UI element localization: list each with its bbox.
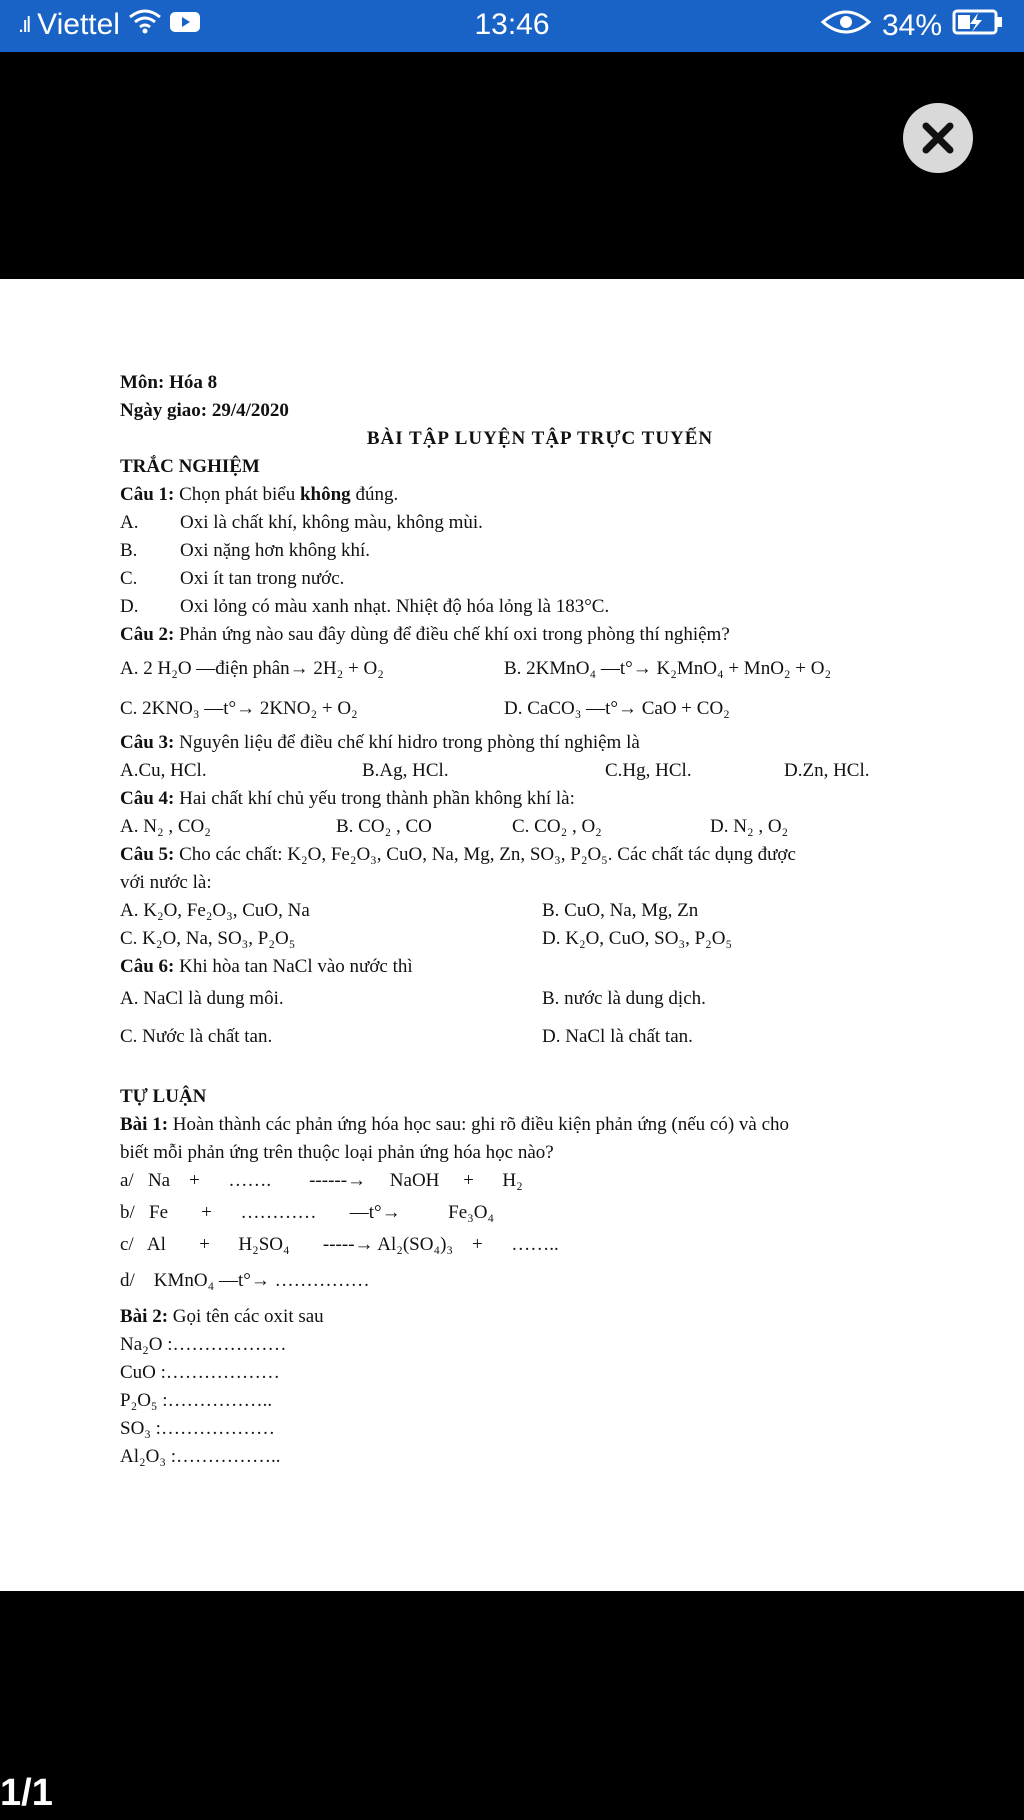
q1-option-c: C. Oxi ít tan trong nước. xyxy=(120,568,345,589)
q6-options-cd: C. Nước là chất tan. D. NaCl là chất tan. xyxy=(120,1026,693,1047)
clock: 13:46 xyxy=(474,8,550,41)
document-title: BÀI TẬP LUYỆN TẬP TRỰC TUYẾN xyxy=(366,428,714,449)
question-4: Câu 4: Hai chất khí chủ yếu trong thành phần không khí là: xyxy=(120,788,575,809)
question-5: Câu 5: Cho các chất: K₂O, Fe₂O₃, CuO, Na, Mg, Zn, SO₃, P₂O₅. Các chất tác dụng được xyxy=(120,844,796,865)
q1-option-a: A. Oxi là chất khí, không màu, không mùi. xyxy=(120,512,483,533)
section-essay: TỰ LUẬN xyxy=(120,1086,207,1107)
close-icon xyxy=(921,121,955,155)
page-counter: 1/1 xyxy=(0,1772,53,1814)
question-2: Câu 2: Phản ứng nào sau đây dùng để điều chế khí oxi trong phòng thí nghiệm? xyxy=(120,624,730,645)
question-1: Câu 1: Chọn phát biểu không đúng. xyxy=(120,484,399,505)
status-bar xyxy=(0,0,1024,52)
oxide-so3: SO₃ :……………… xyxy=(120,1418,275,1439)
carrier-name: Viettel xyxy=(37,8,120,41)
battery-percent: 34% xyxy=(881,9,942,42)
battery-charging-icon xyxy=(952,8,1004,44)
reaction-a: a/ Na + ……. ------→ NaOH + H₂ xyxy=(120,1170,523,1191)
oxide-al2o3: Al₂O₃ :…………….. xyxy=(120,1446,281,1467)
section-multiple-choice: TRẮC NGHIỆM xyxy=(120,456,260,477)
q1-option-d: D. Oxi lỏng có màu xanh nhạt. Nhiệt độ hóa lỏng là 183°C. xyxy=(120,596,610,617)
document-page xyxy=(0,279,1024,1591)
reaction-d: d/ KMnO₄ —t°→ …………… xyxy=(120,1270,370,1291)
oxide-na2o: Na₂O :……………… xyxy=(120,1334,287,1355)
q6-options-ab: A. NaCl là dung môi. B. nước là dung dịch. xyxy=(120,988,706,1009)
q5-options-ab: A. K₂O, Fe₂O₃, CuO, Na B. CuO, Na, Mg, Zn xyxy=(120,900,699,921)
question-5-cont: với nước là: xyxy=(120,872,212,893)
reaction-b: b/ Fe + ………… —t°→ Fe₃O₄ xyxy=(120,1202,495,1223)
oxide-p2o5: P₂O₅ :…………….. xyxy=(120,1390,273,1411)
date-line: Ngày giao: 29/4/2020 xyxy=(120,400,289,421)
q2-options-cd: C. 2KNO₃ —t°→ 2KNO₂ + O₂ D. CaCO₃ —t°→ CaO + CO₂ xyxy=(120,698,730,719)
q2-options-ab: A. 2 H₂O —điện phân→ 2H₂ + O₂ B. 2KMnO₄ —t°→ K₂MnO₄ + MnO₂ + O₂ xyxy=(120,658,832,679)
exercise-1: Bài 1: Hoàn thành các phản ứng hóa học sau: ghi rõ điều kiện phản ứng (nếu có) và cho xyxy=(120,1114,790,1135)
exercise-2: Bài 2: Gọi tên các oxit sau xyxy=(120,1306,324,1327)
signal-icon: .ıl xyxy=(18,12,30,37)
spacer xyxy=(120,1057,960,1083)
q4-options: A. N₂ , CO₂ B. CO₂ , CO C. CO₂ , O₂ D. N₂ , O₂ xyxy=(120,816,789,837)
q5-options-cd: C. K₂O, Na, SO₃, P₂O₅ D. K₂O, CuO, SO₃, P₂O₅ xyxy=(120,928,733,949)
question-3: Câu 3: Nguyên liệu để điều chế khí hidro trong phòng thí nghiệm là xyxy=(120,732,640,753)
status-right xyxy=(820,8,1004,44)
q3-options: A.Cu, HCl. B.Ag, HCl. C.Hg, HCl. D.Zn, HCl. xyxy=(120,760,870,781)
exercise-1-cont: biết mỗi phản ứng trên thuộc loại phản ứng hóa học nào? xyxy=(120,1142,554,1163)
oxide-cuo: CuO :……………… xyxy=(120,1362,280,1383)
eye-icon xyxy=(820,8,872,44)
question-6: Câu 6: Khi hòa tan NaCl vào nước thì xyxy=(120,956,413,977)
document-content xyxy=(120,369,960,1471)
reaction-c: c/ Al + H₂SO₄ -----→ Al₂(SO₄)₃ + …….. xyxy=(120,1234,559,1255)
q1-option-b: B. Oxi nặng hơn không khí. xyxy=(120,540,371,561)
close-button[interactable] xyxy=(903,103,973,173)
subject-line: Môn: Hóa 8 xyxy=(120,372,218,393)
